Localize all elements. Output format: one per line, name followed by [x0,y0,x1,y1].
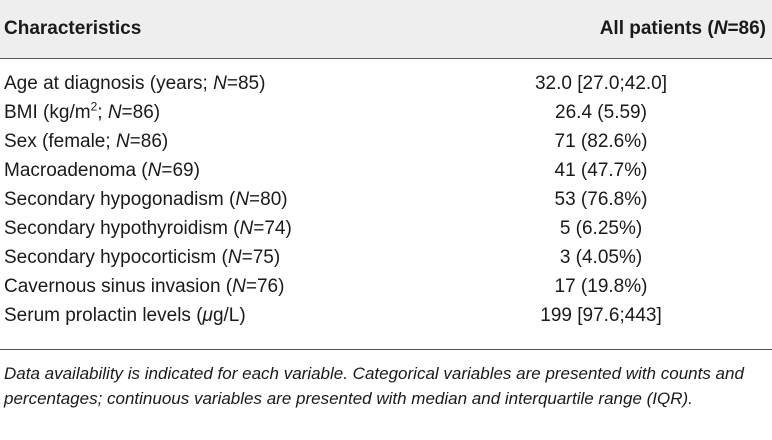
table-row [0,243,772,272]
row-label: Secondary hypogonadism (N=80) [4,189,288,210]
header-row [0,0,772,58]
bottom-rule [0,349,772,350]
row-label: Age at diagnosis (years; N=85) [4,73,266,94]
row-label: Secondary hypocorticism (N=75) [4,247,281,268]
row-value: 41 (47.7%) [554,160,648,181]
row-label: BMI ($kg/m^2$; N=86) [4,99,161,123]
row-value: 17 (19.8%) [554,276,648,297]
table-row [0,127,772,156]
header-characteristics: Characteristics [4,18,142,39]
row-value: 71 (82.6%) [554,131,648,152]
row-value: 199 [97.6;443] [540,305,662,326]
row-label: Macroadenoma (N=69) [4,160,200,181]
table-row [0,185,772,214]
table-row [0,214,772,243]
table-row [0,156,772,185]
characteristics-table [0,0,772,58]
header-all-patients: All patients (N=86) [599,18,766,39]
table-row [0,301,772,330]
table-body [0,59,772,330]
row-label: Sex (female; N=86) [4,131,169,152]
row-label: Cavernous sinus invasion (N=76) [4,276,285,297]
row-value: 26.4 (5.59) [555,102,647,123]
table-row [0,98,772,127]
row-label: Secondary hypothyroidism (N=74) [4,218,292,239]
row-label: Serum prolactin levels (μg/L) [4,305,246,326]
table-row [0,272,772,301]
row-value: 5 (6.25%) [559,218,643,239]
row-value: 32.0 [27.0;42.0] [534,73,668,94]
table-row [0,59,772,98]
row-value: 3 (4.05%) [559,247,643,268]
table-footnote: Data availability is indicated for each variable. Categorical variables are presented with counts and percentages; continuous variables are presented with median and interquartile range (IQR). [4,364,744,408]
row-value: 53 (76.8%) [554,189,648,210]
